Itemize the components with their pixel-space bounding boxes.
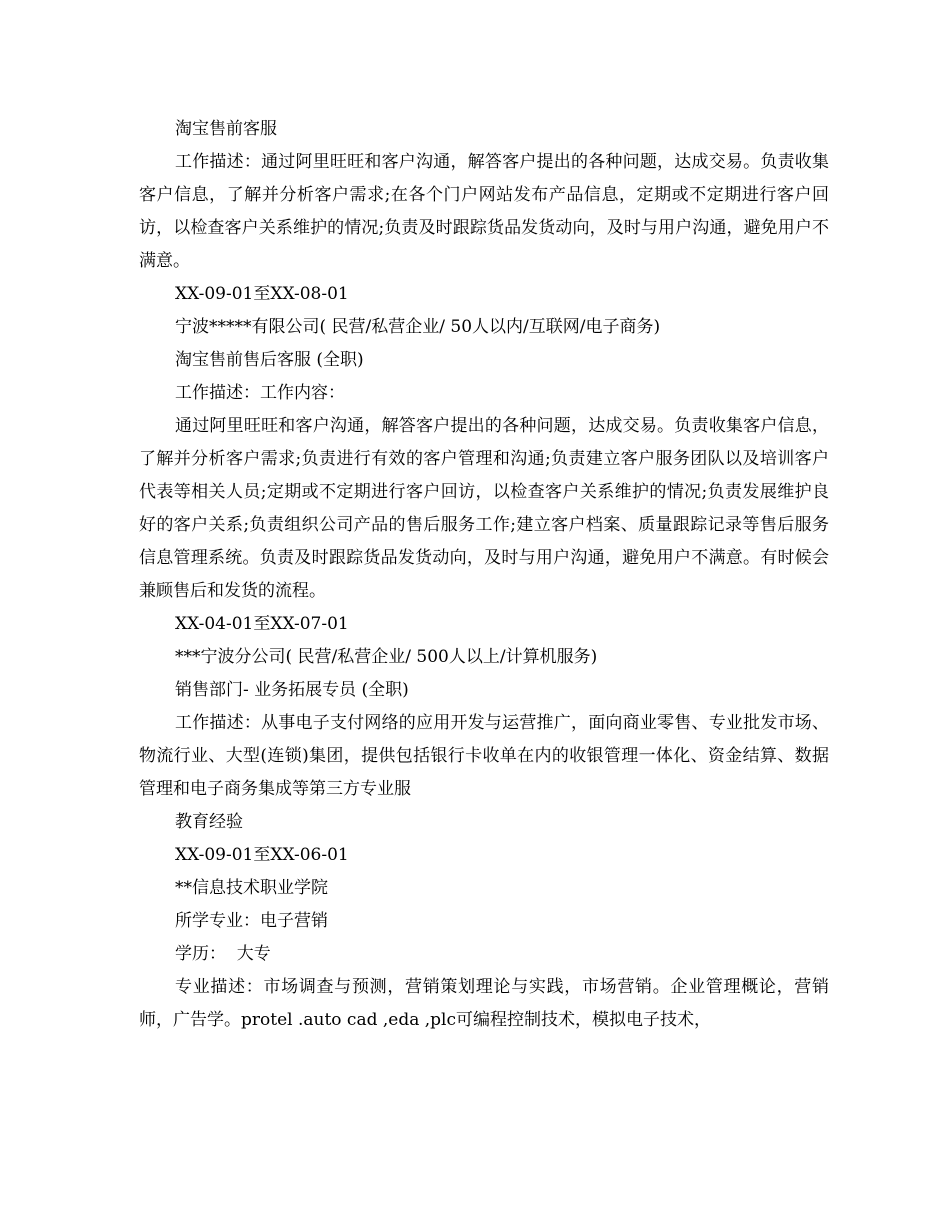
job-title-line: 淘宝售前客服 [175,119,277,139]
date-range-line: XX-04-01至XX-07-01 [175,614,349,634]
job-description-paragraph: 工作描述：从事电子支付网络的应用开发与运营推广，面向商业零售、专业批发市场、物流行业、大型(连锁)集团，提供包括银行卡收单在内的收银管理一体化、资金结算、数据管理和电子商务集成等第三方专业服 [139,713,829,799]
document-body [139,113,829,1037]
school-line: **信息技术职业学院 [175,878,328,898]
job-description-paragraph: 工作描述：通过阿里旺旺和客户沟通，解答客户提出的各种问题，达成交易。负责收集客户信息，了解并分析客户需求;在各个门户网站发布产品信息，定期或不定期进行客户回访，以检查客户关系维护的情况;负责及时跟踪货品发货动向，及时与用户沟通，避免用户不满意。 [139,152,829,271]
job-title-line: 销售部门- 业务拓展专员 (全职) [175,680,409,700]
date-range-line: XX-09-01至XX-06-01 [175,845,349,865]
job-description-paragraph: 通过阿里旺旺和客户沟通，解答客户提出的各种问题，达成交易。负责收集客户信息，了解并分析客户需求;负责进行有效的客户管理和沟通;负责建立客户服务团队以及培训客户代表等相关人员;定期或不定期进行客户回访，以检查客户关系维护的情况;负责发展维护良好的客户关系;负责组织公司产品的售后服务工作;建立客户档案、质量跟踪记录等售后服务信息管理系统。负责及时跟踪货品发货动向，及时与用户沟通，避免用户不满意。有时候会兼顾售后和发货的流程。 [139,416,829,601]
company-line: 宁波*****有限公司( 民营/私营企业/ 50人以内/互联网/电子商务) [175,317,661,337]
degree-line: 学历： 大专 [175,944,271,964]
section-heading: 教育经验 [175,812,243,832]
company-line: ***宁波分公司( 民营/私营企业/ 500人以上/计算机服务) [175,647,598,667]
job-title-line: 淘宝售前售后客服 (全职) [175,350,364,370]
job-description-label: 工作描述：工作内容： [175,383,345,403]
date-range-line: XX-09-01至XX-08-01 [175,284,349,304]
major-line: 所学专业：电子营销 [175,911,328,931]
major-description-paragraph: 专业描述：市场调查与预测，营销策划理论与实践，市场营销。企业管理概论，营销师，广告学。protel .auto cad ,eda ,plc可编程控制技术，模拟电子技术， [139,977,829,1030]
